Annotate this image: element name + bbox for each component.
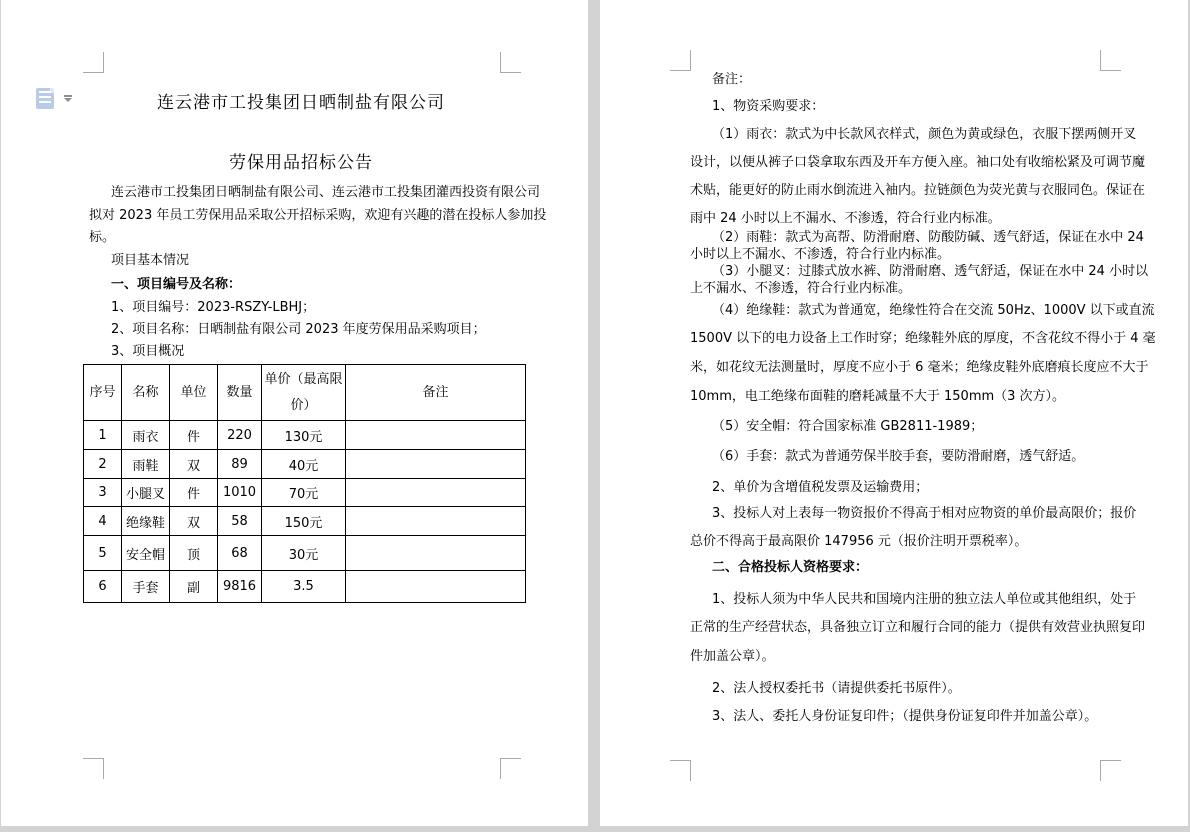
- table-cell: 绝缘鞋: [122, 507, 170, 536]
- col-header-qty: 数量: [218, 365, 262, 421]
- table-cell: [346, 421, 526, 450]
- table-cell: 220: [218, 421, 262, 450]
- intro-line: 标。: [89, 230, 116, 245]
- text-line: 2、单价为含增值税发票及运输费用；: [712, 480, 929, 495]
- col-header-price: 单价（最高限价）: [262, 365, 346, 421]
- text-line: 10mm，电工绝缘布面鞋的磨耗减量不大于 150mm（3 次方）。: [690, 389, 1066, 404]
- margin-mark-bottom-right: [1100, 760, 1121, 781]
- table-row: [84, 450, 526, 479]
- col-header-unit: 单位: [170, 365, 218, 421]
- table-cell: 68: [218, 536, 262, 571]
- col-header-index: 序号: [84, 365, 122, 421]
- table-row: [84, 507, 526, 536]
- table-cell: 小腿叉: [122, 479, 170, 507]
- project-number-line: 1、项目编号：2023-RSZY-LBHJ；: [111, 300, 316, 315]
- table-header-row: [84, 365, 526, 421]
- table-cell: 3: [84, 479, 122, 507]
- text-line: 雨中 24 小时以上不漏水、不渗透，符合行业内标准。: [690, 211, 1001, 226]
- section-heading-1: 一、项目编号及名称：: [111, 277, 242, 292]
- text-line: 上不漏水、不渗透，符合行业内标准。: [690, 281, 912, 296]
- remark-heading: 备注：: [712, 72, 752, 87]
- margin-mark-bottom-left: [83, 758, 104, 779]
- text-line: （6）手套：款式为普通劳保半胶手套，要防滑耐磨，透气舒适。: [712, 449, 1085, 464]
- text-line: 术贴，能更好的防止雨水倒流进入袖内。拉链颜色为荧光黄与衣服同色。保证在: [690, 183, 1146, 198]
- margin-mark-bottom-right: [500, 758, 521, 779]
- text-line: 1、投标人须为中华人民共和国境内注册的独立法人单位或其他组织，处于: [712, 592, 1137, 607]
- table-cell: [346, 507, 526, 536]
- table-cell: 雨鞋: [122, 450, 170, 479]
- dropdown-arrow-icon: [64, 98, 72, 106]
- col-header-name: 名称: [122, 365, 170, 421]
- table-row: [84, 421, 526, 450]
- table-row: [84, 479, 526, 507]
- table-cell: 70元: [262, 479, 346, 507]
- table-cell: 3.5: [262, 571, 346, 603]
- intro-line: 拟对 2023 年员工劳保用品采取公开招标采购，欢迎有兴趣的潜在投标人参加投: [89, 208, 547, 223]
- text-line: 3、投标人对上表每一物资报价不得高于相对应物资的单价最高限价；报价: [712, 506, 1137, 521]
- col-header-remark: 备注: [346, 365, 526, 421]
- project-overview-line: 3、项目概况: [111, 344, 185, 359]
- text-line: 小时以上不漏水、不渗透，符合行业内标准。: [690, 247, 951, 262]
- table-cell: 1: [84, 421, 122, 450]
- text-line: 件加盖公章）。: [690, 649, 775, 664]
- document-title: 连云港市工投集团日晒制盐有限公司: [157, 93, 445, 113]
- section-line: 项目基本情况: [111, 253, 190, 268]
- text-line: 2、法人授权委托书（请提供委托书原件）。: [712, 681, 961, 696]
- table-cell: 40元: [262, 450, 346, 479]
- table-cell: 9816: [218, 571, 262, 603]
- items-table: [83, 364, 526, 603]
- table-cell: 1010: [218, 479, 262, 507]
- text-line: 3、法人、委托人身份证复印件；（提供身份证复印件并加盖公章）。: [712, 709, 1098, 724]
- table-cell: 6: [84, 571, 122, 603]
- project-name-line: 2、项目名称：日晒制盐有限公司 2023 年度劳保用品采购项目；: [111, 322, 486, 337]
- table-cell: 副: [170, 571, 218, 603]
- table-cell: 5: [84, 536, 122, 571]
- table-cell: [346, 571, 526, 603]
- table-cell: [346, 479, 526, 507]
- section-heading-2: 二、合格投标人资格要求：: [712, 560, 869, 575]
- intro-line: 连云港市工投集团日晒制盐有限公司、连云港市工投集团灌西投资有限公司: [111, 185, 541, 200]
- text-line: 米，如花纹无法测量时，厚度不应小于 6 毫米；绝缘皮鞋外底磨痕长度应不大于: [690, 360, 1149, 375]
- paste-options-button[interactable]: [34, 87, 78, 113]
- table-row: [84, 536, 526, 571]
- table-cell: 4: [84, 507, 122, 536]
- text-line: （2）雨鞋：款式为高帮、防滑耐磨、防酸防碱、透气舒适，保证在水中 24: [712, 230, 1144, 245]
- margin-mark-top-left: [83, 52, 104, 73]
- table-cell: 150元: [262, 507, 346, 536]
- margin-mark-top-right: [500, 52, 521, 73]
- table-cell: 雨衣: [122, 421, 170, 450]
- table-cell: 2: [84, 450, 122, 479]
- table-cell: 58: [218, 507, 262, 536]
- paste-options-icon: [36, 88, 54, 109]
- table-cell: 30元: [262, 536, 346, 571]
- text-line: 1500V 以下的电力设备上工作时穿；绝缘鞋外底的厚度，不含花纹不得小于 4 毫: [690, 331, 1156, 346]
- text-line: （1）雨衣：款式为中长款风衣样式，颜色为黄或绿色，衣服下摆两侧开叉: [712, 127, 1137, 142]
- table-cell: 130元: [262, 421, 346, 450]
- text-line: 设计，以便从裤子口袋拿取东西及开车方便入座。袖口处有收缩松紧及可调节魔: [690, 155, 1146, 170]
- text-line: （5）安全帽：符合国家标准 GB2811-1989；: [712, 419, 984, 434]
- table-cell: 顶: [170, 536, 218, 571]
- table-cell: 件: [170, 479, 218, 507]
- document-page-2[interactable]: [600, 0, 1188, 826]
- margin-mark-top-right: [1100, 50, 1121, 71]
- table-cell: 手套: [122, 571, 170, 603]
- text-line: 1、物资采购要求：: [712, 99, 825, 114]
- table-cell: 双: [170, 507, 218, 536]
- text-line: （3）小腿叉：过膝式放水裤、防滑耐磨、透气舒适，保证在水中 24 小时以: [712, 264, 1149, 279]
- document-page-1[interactable]: [1, 0, 588, 826]
- document-subtitle: 劳保用品招标公告: [229, 153, 373, 173]
- text-line: 正常的生产经营状态，具备独立订立和履行合同的能力（提供有效营业执照复印: [690, 620, 1146, 635]
- table-cell: [346, 536, 526, 571]
- text-line: （4）绝缘鞋：款式为普通宽，绝缘性符合在交流 50Hz、1000V 以下或直流: [712, 303, 1155, 318]
- margin-mark-bottom-left: [670, 760, 691, 781]
- table-cell: 89: [218, 450, 262, 479]
- table-cell: 双: [170, 450, 218, 479]
- table-cell: [346, 450, 526, 479]
- text-line: 总价不得高于最高限价 147956 元（报价注明开票税率）。: [690, 534, 1028, 549]
- table-row: [84, 571, 526, 603]
- table-cell: 安全帽: [122, 536, 170, 571]
- margin-mark-top-left: [670, 50, 691, 71]
- table-cell: 件: [170, 421, 218, 450]
